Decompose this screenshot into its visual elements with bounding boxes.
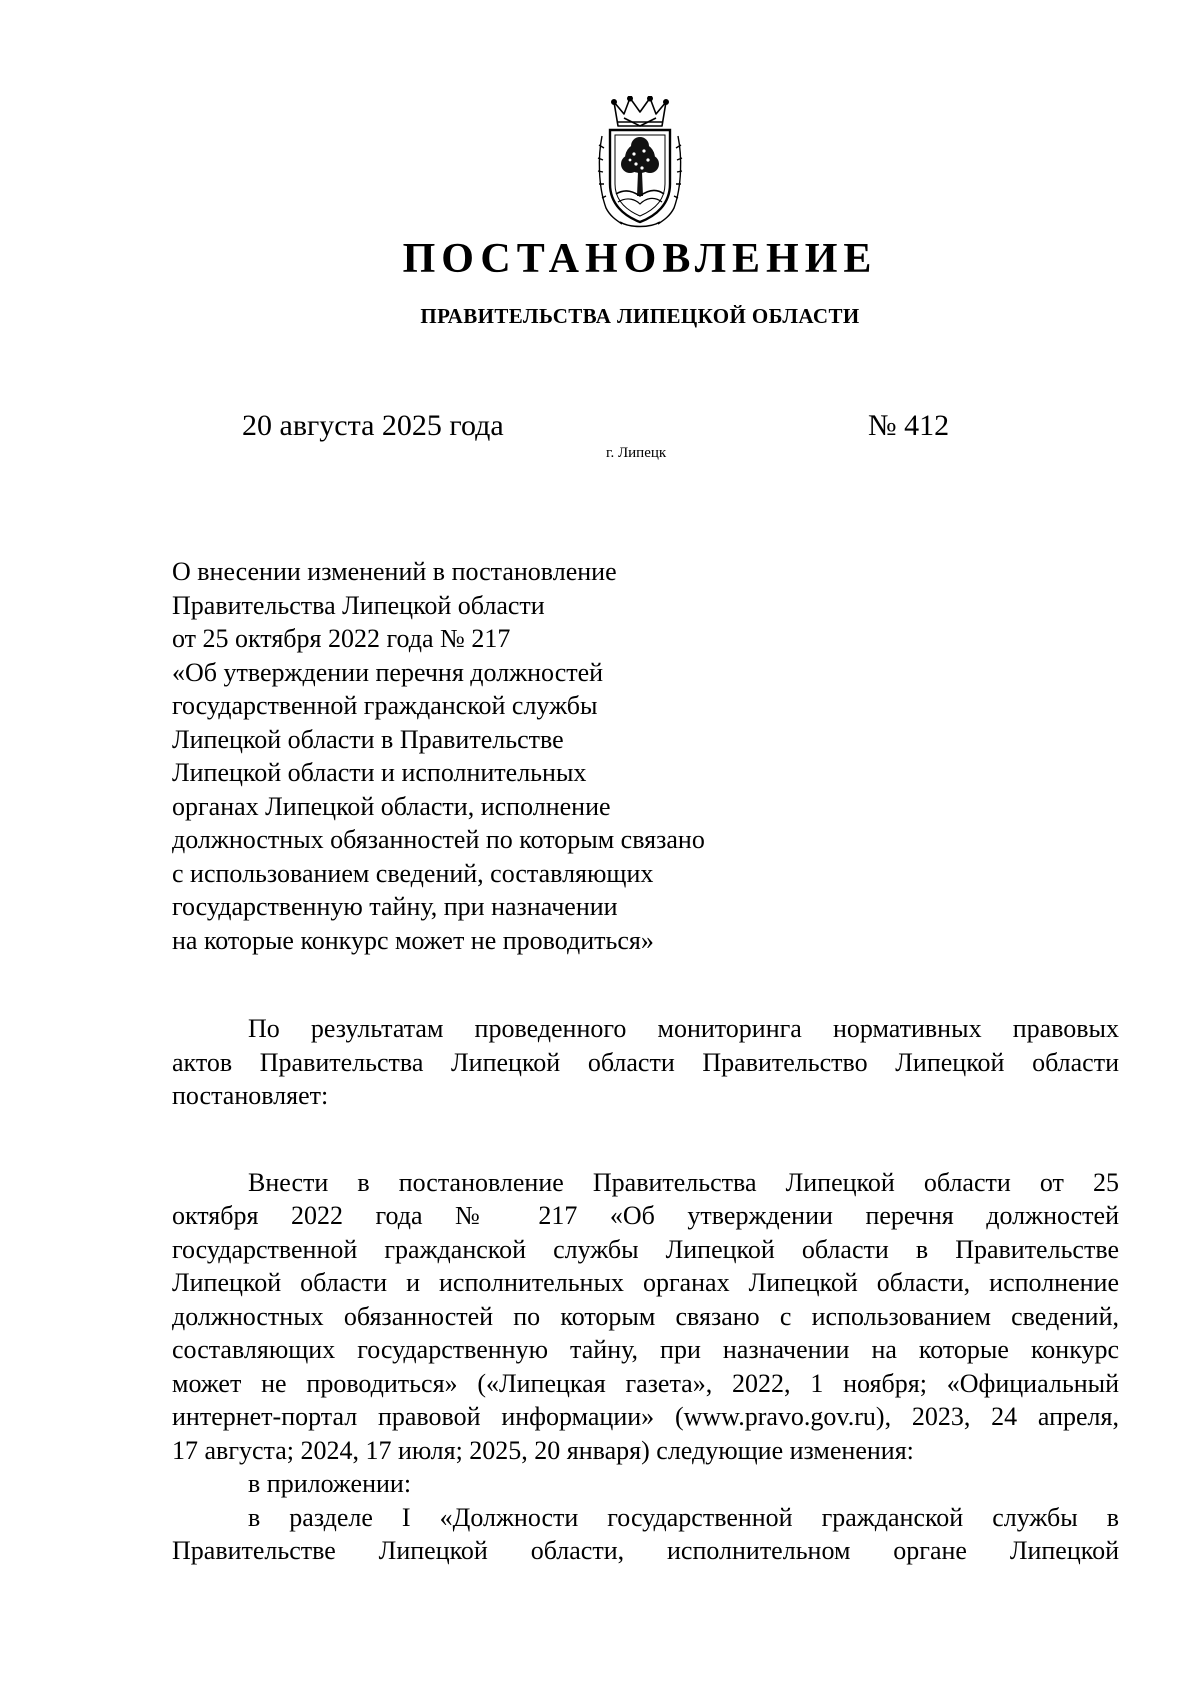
document-body — [172, 1012, 1119, 1568]
section-line: Правительстве Липецкой области, исполнительном органе Липецкой — [172, 1536, 1119, 1565]
heading-line: Липецкой области и исполнительных — [172, 758, 587, 787]
main-line: может не проводиться» («Липецкая газета», 2022, 1 ноября; «Официальный — [172, 1368, 1119, 1398]
heading-line: органах Липецкой области, исполнение — [172, 791, 611, 821]
heading-line: на которые конкурс может не проводиться» — [172, 925, 654, 955]
heading-line: Правительства Липецкой области — [172, 590, 545, 620]
main-line: должностных обязанностей по которым связано с использованием сведений, — [172, 1301, 1119, 1331]
paragraph-gap — [172, 1113, 1119, 1166]
section-line: в разделе I «Должности государственной гражданской службы в — [248, 1502, 1119, 1532]
preamble-line: По результатам проведенного мониторинга нормативных правовых — [248, 1014, 1119, 1043]
appendix-line: в приложении: — [248, 1469, 412, 1498]
heading-line: от 25 октября 2022 года № 217 — [172, 624, 511, 653]
main-line: интернет-портал правовой информации» (www.pravo.gov.ru), 2023, 24 апреля, — [172, 1402, 1119, 1431]
main-line: октября 2022 года № 217 «Об утверждении перечня должностей — [172, 1201, 1119, 1230]
preamble-line: актов Правительства Липецкой области Правительство Липецкой области — [172, 1047, 1119, 1077]
heading-line: государственной гражданской службы — [172, 691, 598, 720]
document-heading — [172, 555, 812, 957]
heading-line: с использованием сведений, составляющих — [172, 858, 654, 888]
document-issuer: ПРАВИТЕЛЬСТВА ЛИПЕЦКОЙ ОБЛАСТИ — [420, 304, 860, 328]
main-line: 17 августа; 2024, 17 июля; 2025, 20 января) следующие изменения: — [172, 1435, 914, 1465]
main-line: Внести в постановление Правительства Липецкой области от 25 — [248, 1167, 1119, 1197]
heading-line: государственную тайну, при назначении — [172, 892, 618, 921]
main-line: Липецкой области и исполнительных органах Липецкой области, исполнение — [172, 1268, 1119, 1297]
heading-line: Липецкой области в Правительстве — [172, 724, 564, 754]
document-city: г. Липецк — [606, 445, 667, 461]
document-number: № 412 — [868, 409, 950, 442]
heading-line: «Об утверждении перечня должностей — [172, 657, 604, 687]
preamble-line: постановляет: — [172, 1081, 329, 1110]
main-line: государственной гражданской службы Липецкой области в Правительстве — [172, 1234, 1119, 1264]
heading-line: О внесении изменений в постановление — [172, 557, 617, 586]
document-title: ПОСТАНОВЛЕНИЕ — [402, 236, 878, 282]
document-date: 20 августа 2025 года — [242, 409, 504, 442]
coat-of-arms-icon — [596, 96, 684, 232]
main-line: составляющих государственную тайну, при назначении на которые конкурс — [172, 1335, 1119, 1364]
heading-line: должностных обязанностей по которым связано — [172, 825, 705, 854]
